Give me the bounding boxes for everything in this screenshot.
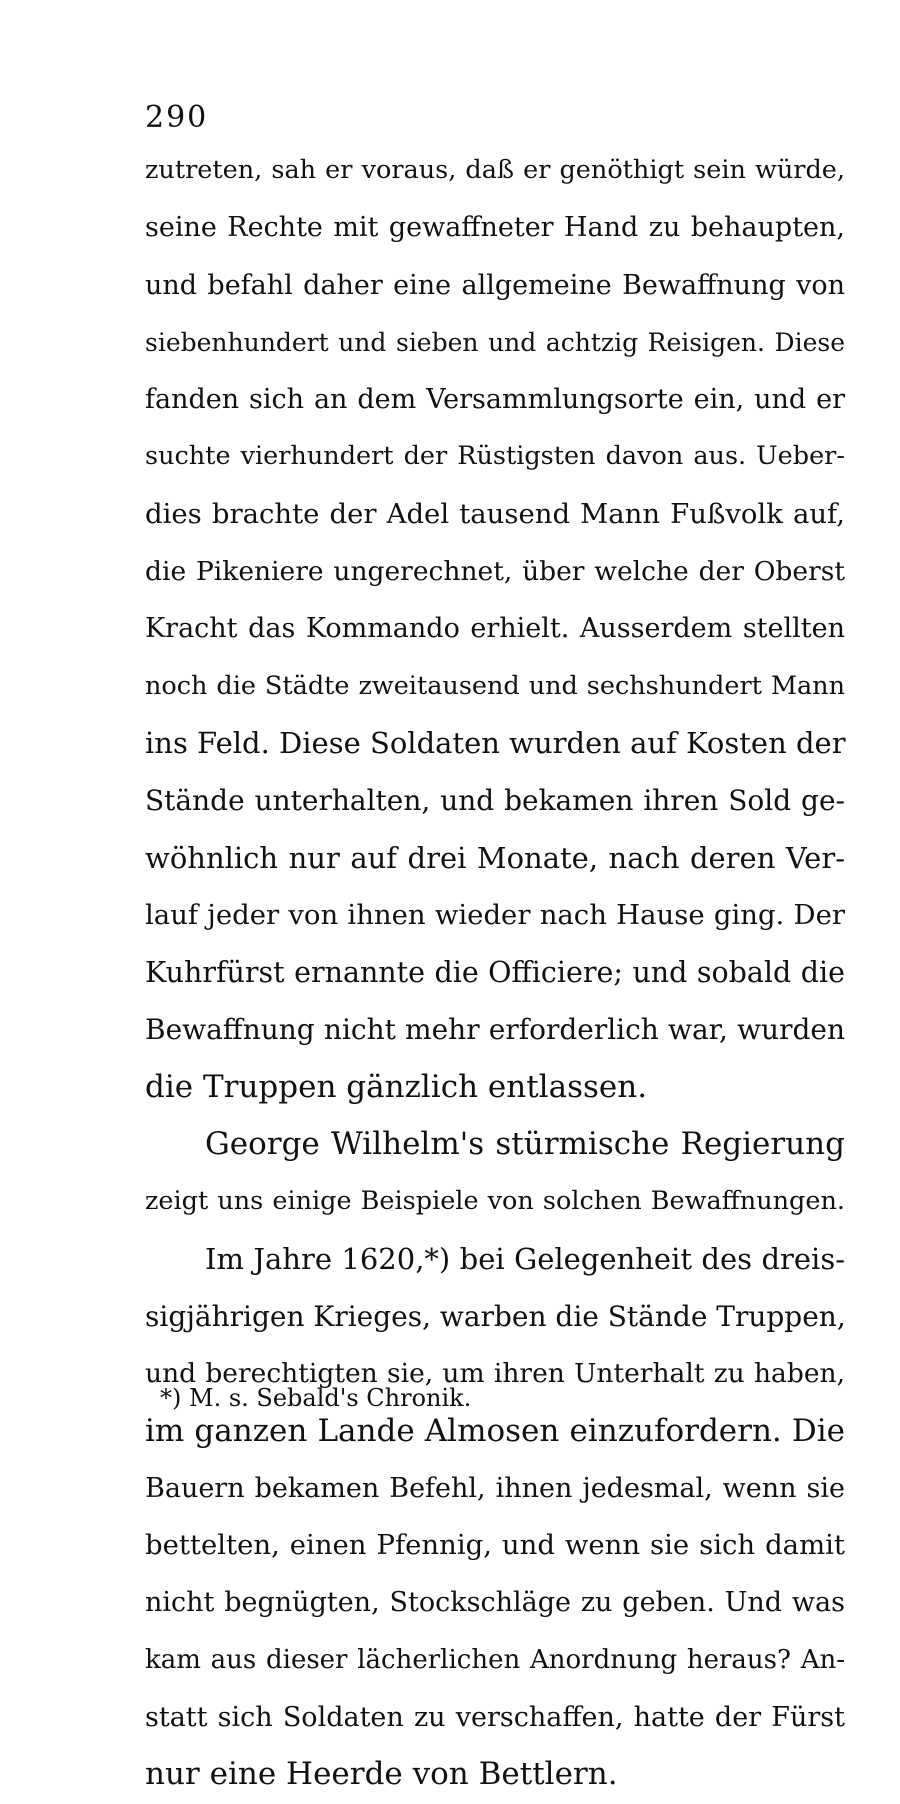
text-line: suchte vierhundert der Rüstigsten davon aus. Ueber- <box>145 441 845 472</box>
text-line: Stände unterhalten, und bekamen ihren Sold ge- <box>145 784 845 818</box>
text-line: Bauern bekamen Befehl, ihnen jedesmal, wenn sie <box>145 1472 845 1504</box>
footnote: *) M. s. Sebald's Chronik. <box>160 1384 472 1412</box>
text-line: siebenhundert und sieben und achtzig Reisigen. Diese <box>145 327 845 357</box>
text-line: im ganzen Lande Almosen einzufordern. Die <box>145 1412 845 1449</box>
text-line: lauf jeder von ihnen wieder nach Hause ging. Der <box>145 898 845 931</box>
text-line: zeigt uns einige Beispiele von solchen Bewaffnungen. <box>145 1186 845 1217</box>
page-number: 290 <box>145 100 209 135</box>
text-line: sigjährigen Krieges, warben die Stände Truppen, <box>145 1299 846 1333</box>
text-line: Im Jahre 1620,*) bei Gelegenheit des dreis- <box>205 1241 845 1276</box>
text-line: Kracht das Kommando erhielt. Ausserdem stellten <box>145 613 845 645</box>
body-text <box>145 142 845 1804</box>
text-line: und berechtigten sie, um ihren Unterhalt zu haben, <box>145 1358 845 1390</box>
text-line: Kuhrfürst ernannte die Officiere; und sobald die <box>145 956 845 990</box>
text-line: die Truppen gänzlich entlassen. <box>145 1068 648 1105</box>
text-line: kam aus dieser lächerlichen Anordnung heraus? An- <box>145 1644 845 1675</box>
text-line: dies brachte der Adel tausend Mann Fußvolk auf, <box>145 497 845 530</box>
text-line: und befahl daher eine allgemeine Bewaffnung von <box>145 269 845 301</box>
text-line: Bewaffnung nicht mehr erforderlich war, wurden <box>145 1013 845 1047</box>
text-line: seine Rechte mit gewaffneter Hand zu behaupten, <box>145 212 845 244</box>
text-line: George Wilhelm's stürmische Regierung <box>205 1126 845 1163</box>
text-line: nur eine Heerde von Bettlern. <box>145 1756 618 1793</box>
text-line: noch die Städte zweitausend und sechshundert Mann <box>145 670 845 701</box>
text-line: wöhnlich nur auf drei Monate, nach deren Ver- <box>145 840 845 875</box>
text-line: ins Feld. Diese Soldaten wurden auf Kosten der <box>145 725 846 760</box>
text-line: zutreten, sah er voraus, daß er genöthigt sein würde, <box>145 155 845 185</box>
text-line: bettelten, einen Pfennig, und wenn sie sich damit <box>145 1529 845 1562</box>
text-line: die Pikeniere ungerechnet, über welche der Oberst <box>145 556 845 588</box>
text-line: statt sich Soldaten zu verschaffen, hatte der Fürst <box>145 1702 845 1734</box>
text-line: fanden sich an dem Versammlungsorte ein, und er <box>145 384 845 416</box>
text-line: nicht begnügten, Stockschläge zu geben. Und was <box>145 1587 845 1619</box>
